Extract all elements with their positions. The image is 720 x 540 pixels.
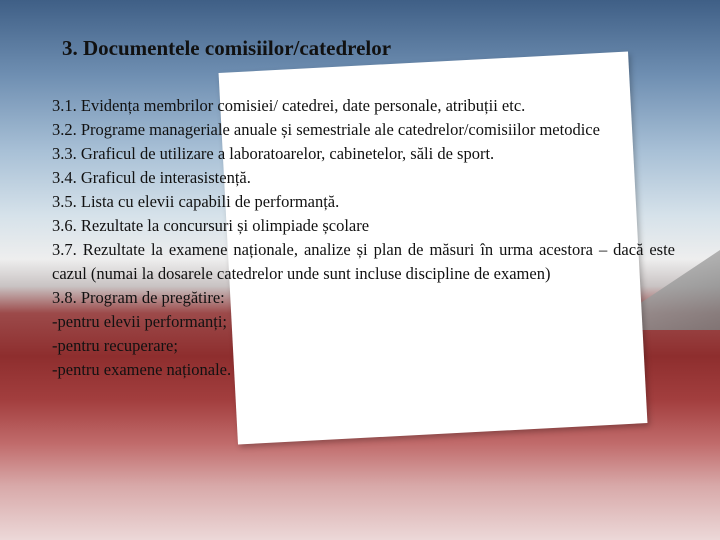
list-item: -pentru recuperare;	[52, 336, 178, 355]
list-item: 3.7. Rezultate la examene naționale, analize și plan de măsuri în urma acestora – dacă este cazul (numai la dosarele catedrelor unde sunt incluse discipline de examen)	[52, 240, 675, 283]
slide-title: 3. Documentele comisiilor/catedrelor	[62, 36, 392, 60]
list-item: 3.6. Rezultate la concursuri și olimpiade școlare	[52, 216, 370, 235]
slide-content	[52, 94, 675, 382]
list-item: 3.2. Programe manageriale anuale și semestriale ale catedrelor/comisiilor metodice	[52, 120, 600, 139]
list-item: 3.1. Evidența membrilor comisiei/ catedrei, date personale, atribuții etc.	[52, 96, 526, 115]
list-item: 3.3. Graficul de utilizare a laboratoarelor, cabinetelor, săli de sport.	[52, 144, 495, 163]
list-item: -pentru elevii performanți;	[52, 312, 228, 331]
list-item: 3.4. Graficul de interasistență.	[52, 168, 251, 187]
list-item: 3.5. Lista cu elevii capabili de performanță.	[52, 192, 340, 211]
list-item: -pentru examene naționale.	[52, 360, 232, 379]
list-item: 3.8. Program de pregătire:	[52, 288, 225, 307]
